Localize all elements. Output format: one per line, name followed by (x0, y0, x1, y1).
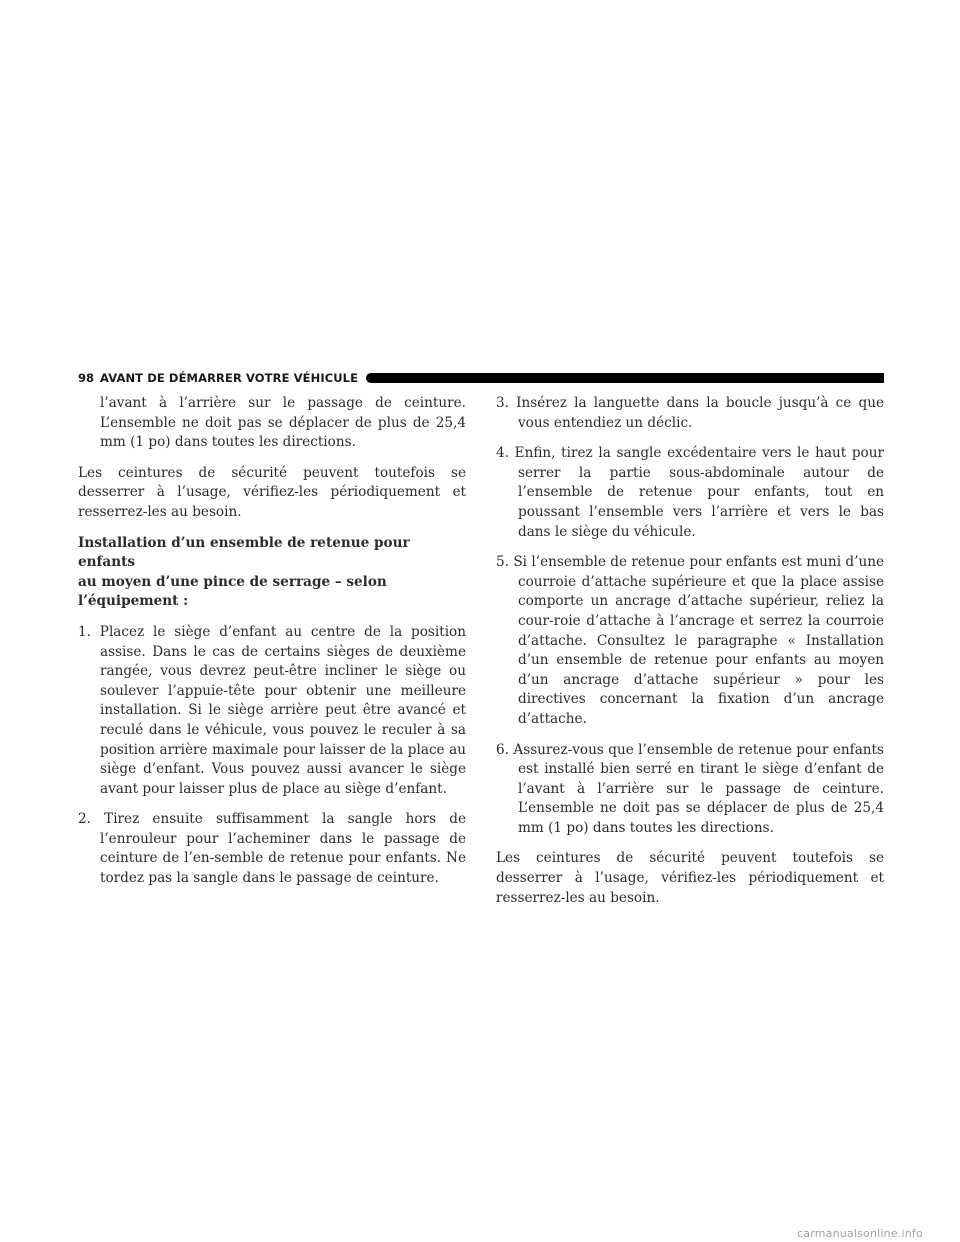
continued-paragraph: l’avant à l’arrière sur le passage de ceinture. L’ensemble ne doit pas se déplacer de plus de 25,4 mm (1 po) dans toutes les directions. (100, 395, 466, 451)
heading-line: au moyen d’une pince de serrage – selon (78, 573, 387, 590)
section-title: AVANT DE DÉMARRER VOTRE VÉHICULE (100, 371, 359, 385)
right-column (496, 394, 884, 919)
page-header (78, 370, 884, 386)
page-number: 98 (78, 371, 95, 385)
left-column (78, 394, 466, 900)
heading-line: Installation d’un ensemble de retenue pour enfants (78, 534, 410, 571)
list-item-1: 1. Placez le siège d’enfant au centre de la position assise. Dans le cas de certains sièges de deuxième rangée, vous devrez peut-être incliner le siège ou soulever l’appuie-tête pour obtenir une meilleure installation. Si le siège arrière peut être avancé et reculé dans le véhicule, vous pouvez le reculer à sa position arrière maximale pour laisser de la place au siège d’enfant. Vous pouvez aussi avancer le siège avant pour laisser plus de place au siège d’enfant. (78, 623, 466, 797)
header-rule (366, 373, 884, 383)
heading-line: l’équipement : (78, 593, 189, 610)
list-item-5: 5. Si l’ensemble de retenue pour enfants est muni d’une courroie d’attache supérieure et que la place assise comporte un ancrage d’attache supérieur, reliez la cour-roie d’attache à l’ancrage et serrez la courroie d’attache. Consultez le paragraphe « Installation d’un ensemble de retenue pour enfants au moyen d’un ancrage d’attache supérieur » pour les directives concernant la fixation d’un ancrage d’attache. (496, 554, 884, 727)
closing-paragraph: Les ceintures de sécurité peuvent toutefois se desserrer à l’usage, vérifiez-les périodiquement et resserrez-les au besoin. (496, 850, 884, 906)
list-item-3: 3. Insérez la languette dans la boucle jusqu’à ce que vous entendiez un déclic. (496, 395, 884, 431)
footer-watermark: carmanualsonline.info (797, 1227, 923, 1240)
list-item-4: 4. Enfin, tirez la sangle excédentaire vers le haut pour serrer la partie sous-abdominale autour de l’ensemble de retenue pour enfants, tout en poussant l’ensemble vers l’arrière et vers le bas dans le siège du véhicule. (496, 445, 884, 540)
list-item-6: 6. Assurez-vous que l’ensemble de retenue pour enfants est installé bien serré en tirant le siège d’enfant de l’avant à l’arrière sur le passage de ceinture. L’ensemble ne doit pas se déplacer de plus de 25,4 mm (1 po) dans toutes les directions. (496, 741, 884, 836)
paragraph: Les ceintures de sécurité peuvent toutefois se desserrer à l’usage, vérifiez-les périodiquement et resserrez-les au besoin. (78, 464, 466, 520)
list-item-2: 2. Tirez ensuite suffisamment la sangle hors de l’enrouleur pour l’acheminer dans le passage de ceinture de l’en-semble de retenue pour enfants. Ne tordez pas la sangle dans le passage de ceinture. (78, 811, 466, 887)
section-heading (78, 534, 466, 612)
